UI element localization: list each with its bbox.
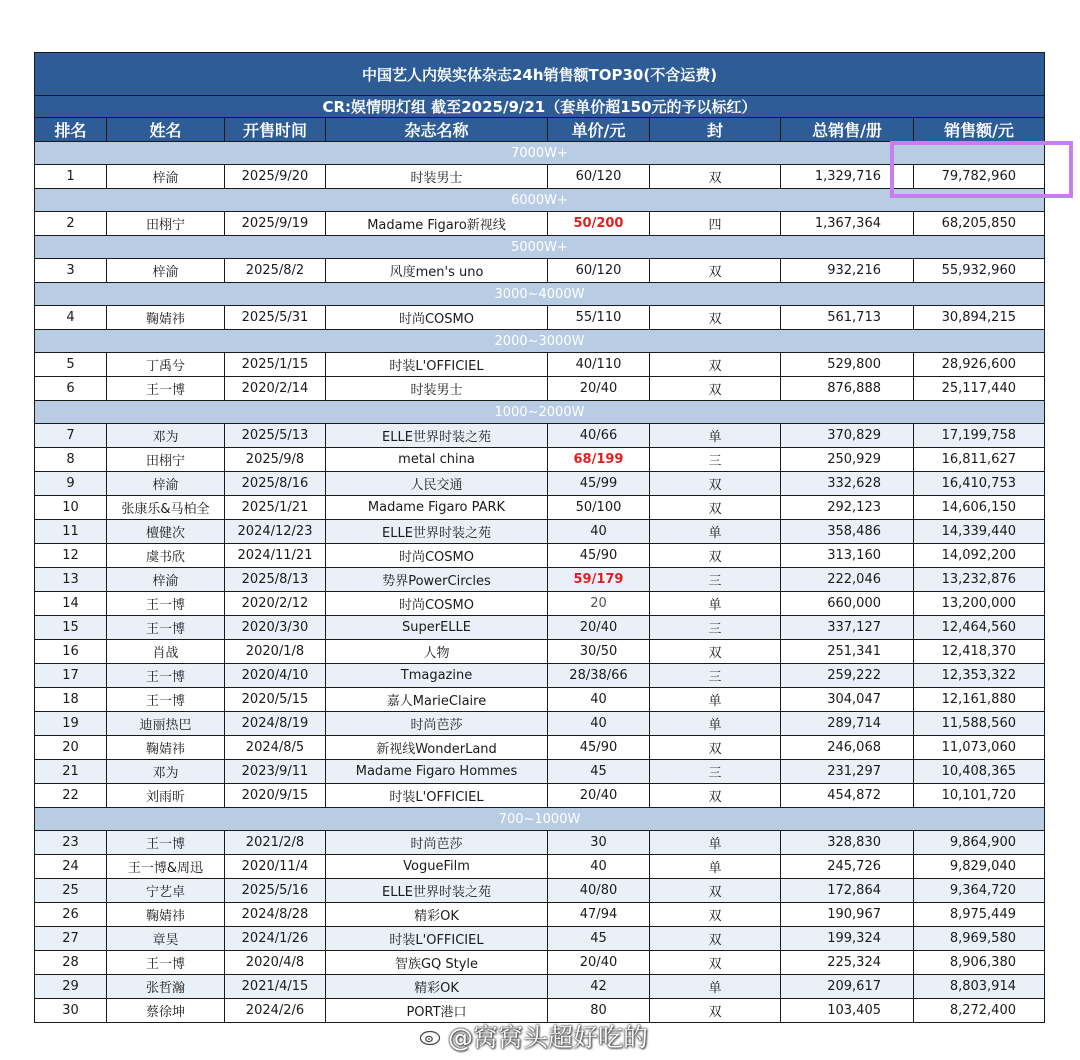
cell-total: 561,713	[781, 306, 914, 330]
cell-price: 20/40	[548, 377, 650, 401]
cell-name: 田栩宁	[107, 212, 225, 236]
cell-name: 田栩宁	[107, 448, 225, 472]
cell-magazine: 时装L'OFFICIEL	[326, 353, 548, 377]
cell-name: 肖战	[107, 640, 225, 664]
cell-magazine: 精彩OK	[326, 903, 548, 927]
cell-date: 2024/8/28	[225, 903, 326, 927]
cell-sales: 10,408,365	[914, 760, 1045, 784]
cell-magazine: 时尚COSMO	[326, 306, 548, 330]
cell-cover: 双	[650, 472, 781, 496]
cell-total: 358,486	[781, 520, 914, 544]
cell-name: 虞书欣	[107, 544, 225, 568]
table-row	[35, 951, 1045, 975]
cell-sales: 12,464,560	[914, 616, 1045, 640]
cell-cover: 双	[650, 784, 781, 808]
cell-cover: 三	[650, 568, 781, 592]
table-row	[35, 306, 1045, 330]
cell-rank: 19	[35, 712, 107, 736]
cell-magazine: SuperELLE	[326, 616, 548, 640]
cell-price: 40/80	[548, 879, 650, 903]
cell-rank: 28	[35, 951, 107, 975]
cell-sales: 14,092,200	[914, 544, 1045, 568]
cell-price: 20/40	[548, 616, 650, 640]
cell-name: 梓渝	[107, 568, 225, 592]
cell-rank: 24	[35, 855, 107, 879]
table-row	[35, 353, 1045, 377]
cell-date: 2020/9/15	[225, 784, 326, 808]
cell-name: 王一博	[107, 831, 225, 855]
cell-total: 1,329,716	[781, 165, 914, 189]
cell-magazine: PORT港口	[326, 999, 548, 1023]
cell-total: 245,726	[781, 855, 914, 879]
cell-name: 邓为	[107, 760, 225, 784]
cell-rank: 16	[35, 640, 107, 664]
group-row	[35, 236, 1045, 259]
cell-name: 王一博	[107, 951, 225, 975]
cell-sales: 79,782,960	[914, 165, 1045, 189]
cell-cover: 三	[650, 448, 781, 472]
table-row	[35, 664, 1045, 688]
cell-price: 20	[548, 592, 650, 616]
cell-rank: 10	[35, 496, 107, 520]
cell-rank: 26	[35, 903, 107, 927]
cell-magazine: ELLE世界时装之苑	[326, 879, 548, 903]
watermark	[418, 1018, 648, 1054]
cell-rank: 22	[35, 784, 107, 808]
group-row	[35, 808, 1045, 831]
cell-price: 40	[548, 712, 650, 736]
title-row	[35, 53, 1045, 96]
cell-total: 313,160	[781, 544, 914, 568]
cell-total: 251,341	[781, 640, 914, 664]
cell-rank: 1	[35, 165, 107, 189]
cell-magazine: ELLE世界时装之苑	[326, 424, 548, 448]
cell-name: 王一博	[107, 616, 225, 640]
weibo-logo-icon	[418, 1025, 444, 1047]
cell-magazine: VogueFilm	[326, 855, 548, 879]
cell-rank: 30	[35, 999, 107, 1023]
cell-sales: 25,117,440	[914, 377, 1045, 401]
cell-price: 30/50	[548, 640, 650, 664]
column-header-row	[35, 118, 1045, 142]
cell-magazine: Tmagazine	[326, 664, 548, 688]
cell-date: 2024/2/6	[225, 999, 326, 1023]
cell-name: 张康乐&马柏全	[107, 496, 225, 520]
table-row	[35, 784, 1045, 808]
cell-total: 660,000	[781, 592, 914, 616]
cell-total: 103,405	[781, 999, 914, 1023]
cell-rank: 23	[35, 831, 107, 855]
cell-total: 289,714	[781, 712, 914, 736]
cell-sales: 10,101,720	[914, 784, 1045, 808]
highlight-box	[890, 141, 1073, 198]
cell-magazine: 精彩OK	[326, 975, 548, 999]
cell-cover: 三	[650, 760, 781, 784]
column-header-date: 开售时间	[225, 118, 326, 142]
cell-magazine: 时尚COSMO	[326, 544, 548, 568]
table-row	[35, 616, 1045, 640]
cell-rank: 12	[35, 544, 107, 568]
table-row	[35, 640, 1045, 664]
cell-magazine: Madame Figaro新视线	[326, 212, 548, 236]
cell-magazine: metal china	[326, 448, 548, 472]
cell-price: 40	[548, 688, 650, 712]
cell-date: 2024/1/26	[225, 927, 326, 951]
column-header-total: 总销售/册	[781, 118, 914, 142]
cell-date: 2025/8/2	[225, 259, 326, 283]
cell-date: 2025/8/13	[225, 568, 326, 592]
cell-cover: 单	[650, 975, 781, 999]
cell-total: 250,929	[781, 448, 914, 472]
cell-sales: 8,906,380	[914, 951, 1045, 975]
cell-price: 60/120	[548, 165, 650, 189]
group-label: 6000W+	[35, 189, 1045, 212]
table-row	[35, 712, 1045, 736]
cell-sales: 9,829,040	[914, 855, 1045, 879]
cell-sales: 8,272,400	[914, 999, 1045, 1023]
cell-name: 章昊	[107, 927, 225, 951]
table-row	[35, 688, 1045, 712]
table-row	[35, 736, 1045, 760]
cell-price: 40	[548, 855, 650, 879]
cell-price: 47/94	[548, 903, 650, 927]
cell-rank: 17	[35, 664, 107, 688]
table-row	[35, 424, 1045, 448]
cell-sales: 12,161,880	[914, 688, 1045, 712]
table-row	[35, 855, 1045, 879]
cell-date: 2021/4/15	[225, 975, 326, 999]
subtitle-row	[35, 96, 1045, 118]
cell-date: 2020/1/8	[225, 640, 326, 664]
cell-date: 2024/12/23	[225, 520, 326, 544]
cell-rank: 18	[35, 688, 107, 712]
cell-price: 30	[548, 831, 650, 855]
cell-total: 328,830	[781, 831, 914, 855]
cell-rank: 25	[35, 879, 107, 903]
cell-name: 张哲瀚	[107, 975, 225, 999]
table-row	[35, 212, 1045, 236]
table-title: 中国艺人内娱实体杂志24h销售额TOP30(不含运费)	[35, 53, 1045, 96]
cell-sales: 68,205,850	[914, 212, 1045, 236]
cell-magazine: 人民交通	[326, 472, 548, 496]
column-header-sales: 销售额/元	[914, 118, 1045, 142]
table-row	[35, 520, 1045, 544]
column-header-name: 姓名	[107, 118, 225, 142]
group-label: 7000W+	[35, 142, 1045, 165]
cell-magazine: 时尚芭莎	[326, 831, 548, 855]
cell-name: 王一博&周迅	[107, 855, 225, 879]
cell-total: 932,216	[781, 259, 914, 283]
cell-rank: 14	[35, 592, 107, 616]
cell-cover: 双	[650, 353, 781, 377]
cell-magazine: 嘉人MarieClaire	[326, 688, 548, 712]
cell-rank: 5	[35, 353, 107, 377]
cell-sales: 17,199,758	[914, 424, 1045, 448]
table-row	[35, 975, 1045, 999]
table-row	[35, 544, 1045, 568]
cell-cover: 双	[650, 927, 781, 951]
cell-name: 刘雨昕	[107, 784, 225, 808]
cell-rank: 2	[35, 212, 107, 236]
table-row	[35, 760, 1045, 784]
cell-name: 邓为	[107, 424, 225, 448]
cell-total: 1,367,364	[781, 212, 914, 236]
cell-name: 檀健次	[107, 520, 225, 544]
cell-rank: 29	[35, 975, 107, 999]
cell-magazine: 时尚芭莎	[326, 712, 548, 736]
cell-sales: 12,353,322	[914, 664, 1045, 688]
cell-price: 42	[548, 975, 650, 999]
cell-price: 50/100	[548, 496, 650, 520]
cell-name: 梓渝	[107, 165, 225, 189]
cell-cover: 双	[650, 903, 781, 927]
cell-price: 45/90	[548, 736, 650, 760]
cell-name: 梓渝	[107, 472, 225, 496]
cell-price: 59/179	[548, 568, 650, 592]
cell-total: 337,127	[781, 616, 914, 640]
cell-cover: 双	[650, 879, 781, 903]
group-row	[35, 283, 1045, 306]
cell-date: 2025/8/16	[225, 472, 326, 496]
cell-date: 2020/2/12	[225, 592, 326, 616]
cell-sales: 14,606,150	[914, 496, 1045, 520]
cell-price: 45	[548, 760, 650, 784]
cell-rank: 21	[35, 760, 107, 784]
watermark-text: @窝窝头超好吃的	[448, 1023, 649, 1052]
table-row	[35, 903, 1045, 927]
cell-rank: 13	[35, 568, 107, 592]
cell-cover: 四	[650, 212, 781, 236]
group-label: 3000~4000W	[35, 283, 1045, 306]
cell-name: 宁艺卓	[107, 879, 225, 903]
cell-magazine: Madame Figaro Hommes	[326, 760, 548, 784]
cell-rank: 27	[35, 927, 107, 951]
cell-total: 370,829	[781, 424, 914, 448]
cell-cover: 双	[650, 165, 781, 189]
table-row	[35, 927, 1045, 951]
cell-total: 529,800	[781, 353, 914, 377]
cell-total: 259,222	[781, 664, 914, 688]
cell-sales: 55,932,960	[914, 259, 1045, 283]
cell-price: 80	[548, 999, 650, 1023]
table-row	[35, 592, 1045, 616]
table-row	[35, 831, 1045, 855]
cell-name: 王一博	[107, 688, 225, 712]
cell-date: 2025/5/31	[225, 306, 326, 330]
cell-name: 王一博	[107, 592, 225, 616]
cell-date: 2025/5/13	[225, 424, 326, 448]
cell-total: 332,628	[781, 472, 914, 496]
cell-cover: 双	[650, 736, 781, 760]
cell-price: 28/38/66	[548, 664, 650, 688]
cell-magazine: 时装L'OFFICIEL	[326, 784, 548, 808]
cell-sales: 9,864,900	[914, 831, 1045, 855]
column-header-rank: 排名	[35, 118, 107, 142]
table-row	[35, 259, 1045, 283]
cell-total: 222,046	[781, 568, 914, 592]
cell-name: 蔡徐坤	[107, 999, 225, 1023]
cell-cover: 单	[650, 520, 781, 544]
cell-price: 20/40	[548, 784, 650, 808]
cell-name: 丁禹兮	[107, 353, 225, 377]
table-row	[35, 568, 1045, 592]
cell-cover: 双	[650, 544, 781, 568]
cell-total: 231,297	[781, 760, 914, 784]
cell-cover: 双	[650, 259, 781, 283]
cell-price: 68/199	[548, 448, 650, 472]
cell-name: 王一博	[107, 377, 225, 401]
cell-name: 鞠婧祎	[107, 306, 225, 330]
cell-total: 190,967	[781, 903, 914, 927]
table-head	[35, 53, 1045, 142]
cell-date: 2020/11/4	[225, 855, 326, 879]
cell-total: 876,888	[781, 377, 914, 401]
column-header-price: 单价/元	[548, 118, 650, 142]
cell-sales: 9,364,720	[914, 879, 1045, 903]
cell-price: 40/110	[548, 353, 650, 377]
cell-cover: 单	[650, 855, 781, 879]
cell-rank: 11	[35, 520, 107, 544]
cell-date: 2021/2/8	[225, 831, 326, 855]
cell-cover: 单	[650, 712, 781, 736]
cell-price: 50/200	[548, 212, 650, 236]
cell-sales: 8,969,580	[914, 927, 1045, 951]
cell-date: 2024/8/19	[225, 712, 326, 736]
cell-price: 45	[548, 927, 650, 951]
cell-cover: 双	[650, 496, 781, 520]
table-row	[35, 472, 1045, 496]
cell-sales: 16,811,627	[914, 448, 1045, 472]
cell-date: 2024/11/21	[225, 544, 326, 568]
group-label: 1000~2000W	[35, 401, 1045, 424]
cell-cover: 双	[650, 999, 781, 1023]
cell-rank: 8	[35, 448, 107, 472]
cell-sales: 13,200,000	[914, 592, 1045, 616]
cell-sales: 13,232,876	[914, 568, 1045, 592]
cell-rank: 9	[35, 472, 107, 496]
group-label: 700~1000W	[35, 808, 1045, 831]
cell-total: 292,123	[781, 496, 914, 520]
column-header-cover: 封	[650, 118, 781, 142]
cell-date: 2020/4/8	[225, 951, 326, 975]
table-body	[35, 142, 1045, 1023]
cell-date: 2025/9/8	[225, 448, 326, 472]
cell-date: 2025/9/19	[225, 212, 326, 236]
table-subtitle: CR:娱情明灯组 截至2025/9/21（套单价超150元的予以标红）	[35, 96, 1045, 118]
group-row	[35, 401, 1045, 424]
cell-date: 2023/9/11	[225, 760, 326, 784]
cell-sales: 30,894,215	[914, 306, 1045, 330]
cell-name: 迪丽热巴	[107, 712, 225, 736]
table-row	[35, 496, 1045, 520]
table-row	[35, 448, 1045, 472]
cell-magazine: 时尚COSMO	[326, 592, 548, 616]
cell-cover: 单	[650, 688, 781, 712]
cell-magazine: 势界PowerCircles	[326, 568, 548, 592]
cell-date: 2025/5/16	[225, 879, 326, 903]
cell-cover: 双	[650, 640, 781, 664]
cell-price: 40/66	[548, 424, 650, 448]
cell-rank: 15	[35, 616, 107, 640]
cell-magazine: 新视线WonderLand	[326, 736, 548, 760]
group-label: 2000~3000W	[35, 330, 1045, 353]
group-row	[35, 330, 1045, 353]
cell-total: 225,324	[781, 951, 914, 975]
cell-sales: 14,339,440	[914, 520, 1045, 544]
cell-date: 2024/8/5	[225, 736, 326, 760]
cell-price: 40	[548, 520, 650, 544]
cell-cover: 双	[650, 377, 781, 401]
cell-date: 2025/1/15	[225, 353, 326, 377]
cell-rank: 6	[35, 377, 107, 401]
cell-magazine: 智族GQ Style	[326, 951, 548, 975]
cell-cover: 单	[650, 592, 781, 616]
cell-date: 2020/5/15	[225, 688, 326, 712]
cell-cover: 双	[650, 306, 781, 330]
cell-date: 2025/9/20	[225, 165, 326, 189]
cell-date: 2020/2/14	[225, 377, 326, 401]
cell-cover: 三	[650, 616, 781, 640]
cell-name: 鞠婧祎	[107, 903, 225, 927]
cell-total: 454,872	[781, 784, 914, 808]
cell-sales: 12,418,370	[914, 640, 1045, 664]
cell-date: 2020/4/10	[225, 664, 326, 688]
cell-name: 王一博	[107, 664, 225, 688]
cell-magazine: Madame Figaro PARK	[326, 496, 548, 520]
cell-name: 鞠婧祎	[107, 736, 225, 760]
cell-price: 20/40	[548, 951, 650, 975]
cell-magazine: 风度men's uno	[326, 259, 548, 283]
cell-total: 304,047	[781, 688, 914, 712]
cell-cover: 单	[650, 424, 781, 448]
cell-magazine: 时装男士	[326, 377, 548, 401]
cell-total: 172,864	[781, 879, 914, 903]
cell-price: 45/90	[548, 544, 650, 568]
cell-magazine: 时装男士	[326, 165, 548, 189]
table-row	[35, 377, 1045, 401]
cell-magazine: 时装L'OFFICIEL	[326, 927, 548, 951]
column-header-magazine: 杂志名称	[326, 118, 548, 142]
cell-rank: 3	[35, 259, 107, 283]
cell-rank: 20	[35, 736, 107, 760]
cell-sales: 28,926,600	[914, 353, 1045, 377]
cell-sales: 11,588,560	[914, 712, 1045, 736]
cell-rank: 7	[35, 424, 107, 448]
cell-magazine: ELLE世界时装之苑	[326, 520, 548, 544]
cell-date: 2025/1/21	[225, 496, 326, 520]
cell-rank: 4	[35, 306, 107, 330]
cell-total: 209,617	[781, 975, 914, 999]
cell-sales: 16,410,753	[914, 472, 1045, 496]
cell-sales: 11,073,060	[914, 736, 1045, 760]
cell-price: 60/120	[548, 259, 650, 283]
cell-price: 55/110	[548, 306, 650, 330]
cell-cover: 三	[650, 664, 781, 688]
cell-cover: 双	[650, 951, 781, 975]
cell-sales: 8,803,914	[914, 975, 1045, 999]
cell-total: 246,068	[781, 736, 914, 760]
cell-date: 2020/3/30	[225, 616, 326, 640]
cell-cover: 单	[650, 831, 781, 855]
cell-price: 45/99	[548, 472, 650, 496]
table-row	[35, 879, 1045, 903]
group-label: 5000W+	[35, 236, 1045, 259]
cell-magazine: 人物	[326, 640, 548, 664]
cell-name: 梓渝	[107, 259, 225, 283]
cell-total: 199,324	[781, 927, 914, 951]
cell-sales: 8,975,449	[914, 903, 1045, 927]
